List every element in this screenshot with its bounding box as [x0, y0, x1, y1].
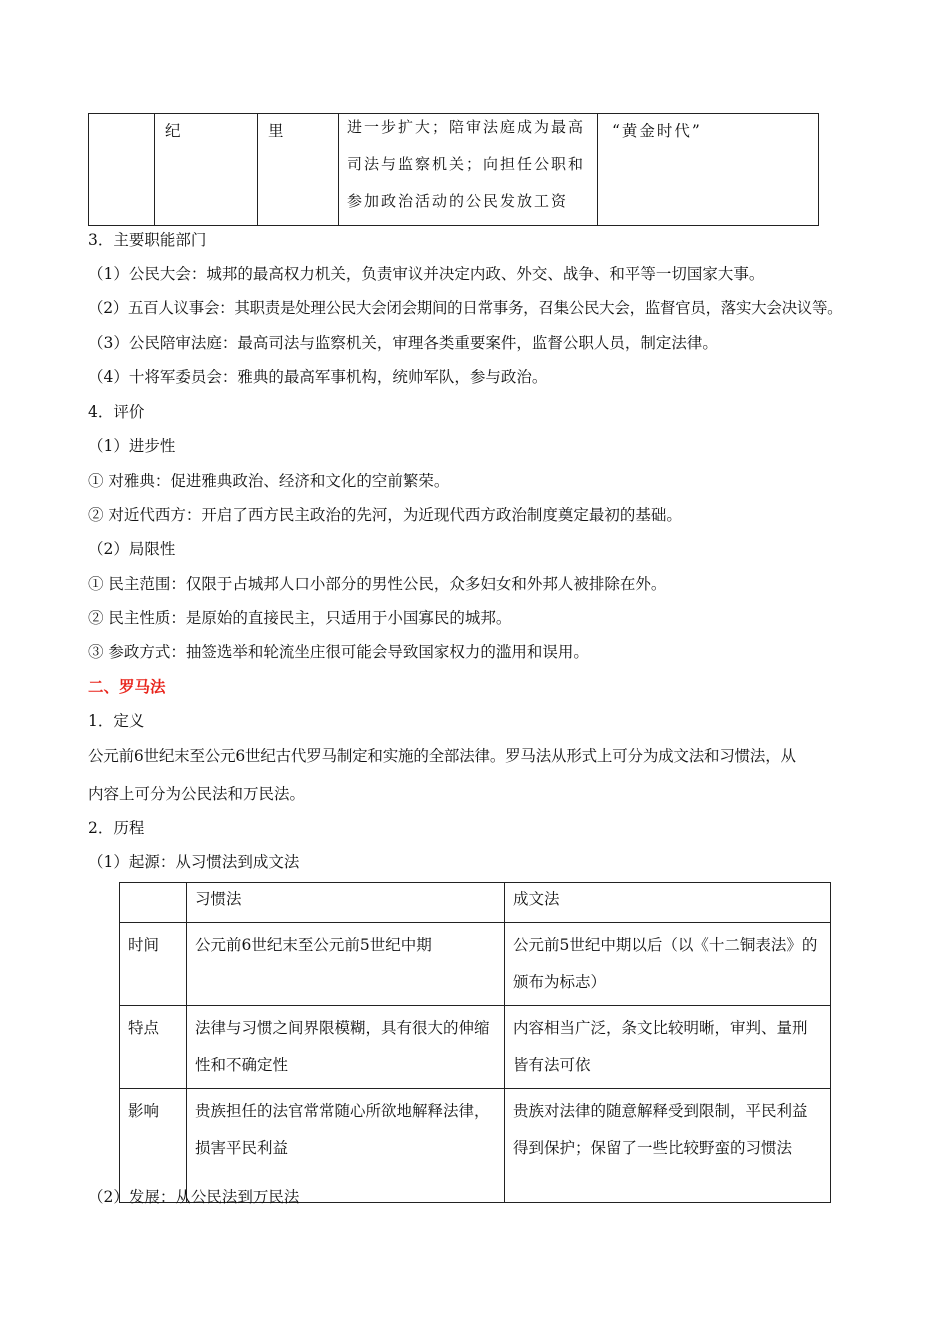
table-cell: 进一步扩大；陪审法庭成为最高司法与监察机关；向担任公职和参加政治活动的公民发放工资: [339, 114, 598, 226]
subsection-title: （1）起源：从习惯法到成文法: [88, 853, 300, 871]
table-cell: 法律与习惯之间界限模糊，具有很大的伸缩性和不确定性: [187, 1006, 505, 1089]
subsection-title: （2）局限性: [88, 540, 176, 558]
paragraph-line: 公元前6世纪末至公元6世纪古代罗马制定和实施的全部法律。罗马法从形式上可分为成文法和习惯法，从: [88, 747, 796, 765]
subsection-title: （1）进步性: [88, 437, 176, 455]
table-cell: 里: [258, 114, 339, 226]
list-item: ③ 参政方式：抽签选举和轮流坐庄很可能会导致国家权力的滥用和误用。: [88, 643, 589, 661]
section-title: 3．主要职能部门: [88, 231, 207, 249]
chapter-heading: 二、罗马法: [88, 677, 166, 696]
subsection-title: （2）发展：从公民法到万民法: [88, 1188, 300, 1206]
list-item: ① 民主范围：仅限于占城邦人口小部分的男性公民，众多妇女和外邦人被排除在外。: [88, 575, 667, 593]
table-cell: 公元前5世纪中期以后（以《十二铜表法》的颁布为标志）: [505, 923, 831, 1006]
section-title: 2．历程: [88, 819, 145, 837]
list-item: （4）十将军委员会：雅典的最高军事机构，统帅军队，参与政治。: [88, 368, 548, 386]
law-comparison-table: [119, 882, 831, 1203]
table-cell: 贵族担任的法官常常随心所欲地解释法律，损害平民利益: [187, 1089, 505, 1203]
section-title: 4．评价: [88, 403, 145, 421]
table-cell: 纪: [155, 114, 258, 226]
table-header-cell: 成文法: [505, 883, 831, 923]
top-table: [88, 113, 819, 226]
table-row: [120, 1006, 831, 1089]
table-cell: “黄金时代”: [598, 114, 819, 226]
list-item: （2）五百人议事会：其职责是处理公民大会闭会期间的日常事务，召集公民大会，监督官员，落实大会决议等。: [88, 299, 843, 317]
table-header-cell: [120, 883, 187, 923]
table-cell: 影响: [120, 1089, 187, 1203]
table-row: [89, 114, 819, 226]
table-header-cell: 习惯法: [187, 883, 505, 923]
paragraph-line: 内容上可分为公民法和万民法。: [88, 785, 306, 803]
list-item: ② 对近代西方：开启了西方民主政治的先河，为近现代西方政治制度奠定最初的基础。: [88, 506, 682, 524]
list-item: ① 对雅典：促进雅典政治、经济和文化的空前繁荣。: [88, 472, 450, 490]
section-title: 1．定义: [88, 712, 145, 730]
table-row: [120, 883, 831, 923]
list-item: ② 民主性质：是原始的直接民主，只适用于小国寡民的城邦。: [88, 609, 512, 627]
table-cell: 贵族对法律的随意解释受到限制，平民利益得到保护；保留了一些比较野蛮的习惯法: [505, 1089, 831, 1203]
table-cell: 内容相当广泛，条文比较明晰，审判、量刑皆有法可依: [505, 1006, 831, 1089]
table-cell: 特点: [120, 1006, 187, 1089]
list-item: （1）公民大会：城邦的最高权力机关，负责审议并决定内政、外交、战争、和平等一切国家大事。: [88, 265, 765, 283]
table-cell: 时间: [120, 923, 187, 1006]
table-cell: [89, 114, 155, 226]
list-item: （3）公民陪审法庭：最高司法与监察机关，审理各类重要案件，监督公职人员，制定法律。: [88, 334, 718, 352]
table-cell: 公元前6世纪末至公元前5世纪中期: [187, 923, 505, 1006]
table-row: [120, 923, 831, 1006]
